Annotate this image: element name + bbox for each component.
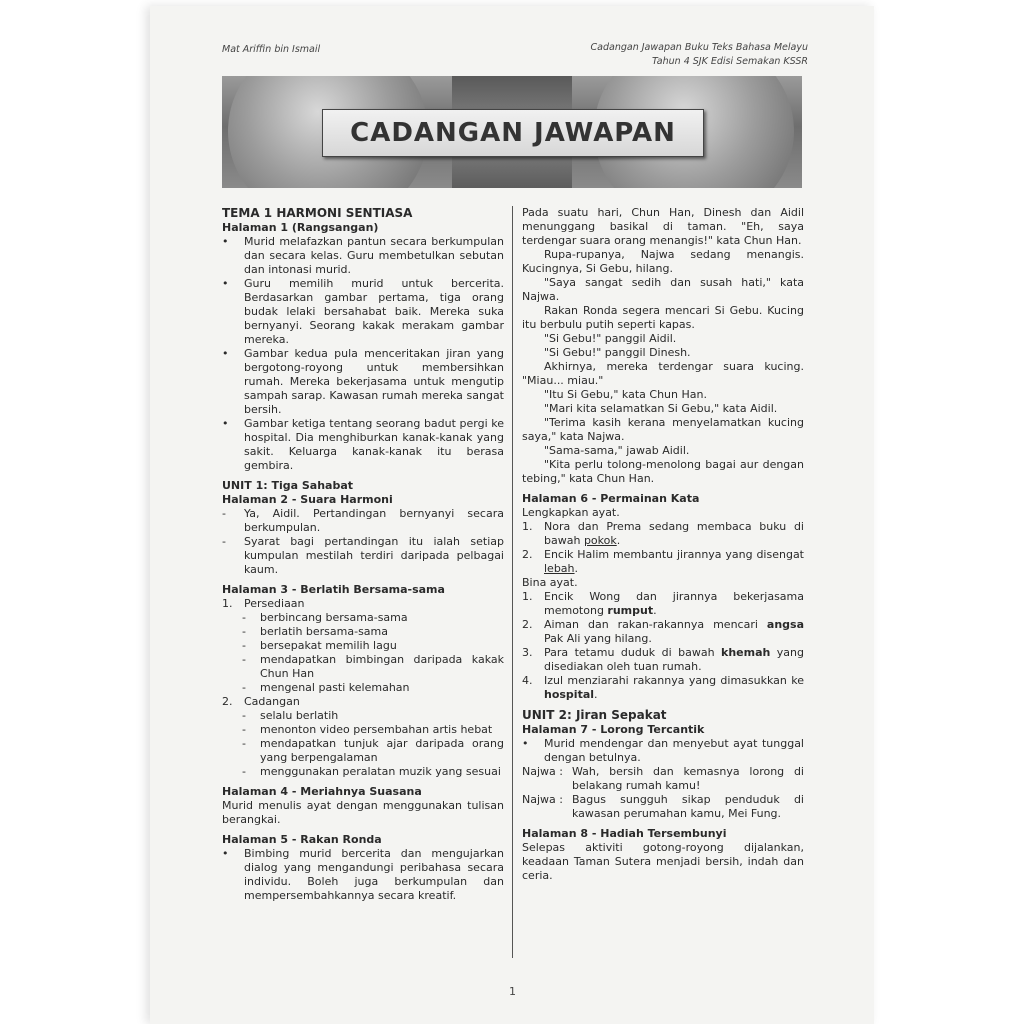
story-paragraph: Akhirnya, mereka terdengar suara kucing. "Miau... miau." [522,360,804,387]
list-item: • Gambar ketiga tentang seorang badut pergi ke hospital. Dia menghiburkan kanak-kanak yang sakit. Keluarga kanak-kanak itu berasa gembira. [222,417,504,472]
answer-word: khemah [721,646,771,659]
story-paragraph: "Si Gebu!" panggil Dinesh. [544,346,691,359]
story-paragraph: "Si Gebu!" panggil Aidil. [544,332,677,345]
bullet-icon: • [222,235,229,248]
dash-icon: - [222,507,226,520]
page-number: 1 [509,985,516,998]
story-paragraph: "Itu Si Gebu," kata Chun Han. [544,388,707,401]
list-item: - selalu berlatih [242,709,339,722]
list-item: • Murid melafazkan pantun secara berkumpulan dan secara kelas. Guru membetulkan sebutan dan intonasi murid. [222,235,504,276]
list-item: • Bimbing murid bercerita dan mengujarkan dialog yang mengandungi peribahasa secara individu. Boleh juga berkumpulan dan mempersembahkannya secara kreatif. [222,847,504,902]
list-item: - berlatih bersama-sama [242,625,389,638]
list-item: 1. Persediaan [222,597,305,610]
list-item: 4. Izul menziarahi rakannya yang dimasukkan ke hospital. [522,674,804,701]
list-item: 3. Para tetamu duduk di bawah khemah yang disediakan oleh tuan rumah. [522,646,805,673]
list-item: 1. Encik Wong dan jirannya bekerjasama memotong rumput. [522,590,804,617]
answer-word: hospital [544,688,595,701]
tema-heading: TEMA 1 HARMONI SENTIASA [222,206,413,220]
bullet-icon: • [222,847,229,860]
header-book-line1: Cadangan Jawapan Buku Teks Bahasa Melayu [590,42,808,53]
list-item: - menggunakan peralatan muzik yang sesuai [242,765,501,778]
dialogue-line: Najwa : Wah, bersih dan kemasnya lorong di belakang rumah kamu! [522,765,804,792]
section-heading-h7: Halaman 7 - Lorong Tercantik [522,723,705,736]
story-paragraph: Pada suatu hari, Chun Han, Dinesh dan Aidil menunggang basikal di taman. "Eh, saya terdengar suara orang menangis!" kata Chun Han. [522,206,804,247]
list-item: - bersepakat memilih lagu [242,639,397,652]
bullet-icon: • [222,417,229,430]
dash-icon: - [222,535,226,548]
paragraph: Selepas aktiviti gotong-royong dijalankan, keadaan Taman Sutera menjadi bersih, indah dan ceria. [522,841,804,882]
right-column [522,206,804,883]
story-paragraph: "Sama-sama," jawab Aidil. [544,444,690,457]
list-item: • Guru memilih murid untuk bercerita. Berdasarkan gambar pertama, tiga orang budak lelaki bersahabat baik. Mereka suka bernyanyi. Seorang kakak merakam gambar mereka. [222,277,504,346]
unit-heading: UNIT 1: Tiga Sahabat [222,479,354,492]
banner-title: CADANGAN JAWAPAN [350,118,676,148]
section-heading-h3: Halaman 3 - Berlatih Bersama-sama [222,583,445,596]
list-item: - mendapatkan bimbingan daripada kakak Chun Han [242,653,504,680]
section-heading-h5: Halaman 5 - Rakan Ronda [222,833,382,846]
header-book-info [591,41,808,69]
list-item: 2. Encik Halim membantu jirannya yang disengat lebah. [522,548,804,575]
list-item: - berbincang bersama-sama [242,611,408,624]
story-paragraph: Rakan Ronda segera mencari Si Gebu. Kucing itu berbulu putih seperti kapas. [522,304,804,331]
unit-heading: UNIT 2: Jiran Sepakat [522,708,667,722]
section-heading-h2: Halaman 2 - Suara Harmoni [222,493,393,506]
sublist [222,709,504,779]
list-item: - Syarat bagi pertandingan itu ialah setiap kumpulan mestilah terdiri daripada pelbagai kaum. [222,535,504,576]
left-column [222,206,504,903]
instruction: Bina ayat. [522,576,578,589]
header-author: Mat Ariffin bin Ismail [222,44,321,55]
story-paragraph: Rupa-rupanya, Najwa sedang menangis. Kucingnya, Si Gebu, hilang. [522,248,804,275]
paragraph: Murid menulis ayat dengan menggunakan tulisan berangkai. [222,799,504,826]
instruction: Lengkapkan ayat. [522,506,620,519]
title-plate [322,109,704,157]
list-item: • Murid mendengar dan menyebut ayat tunggal dengan betulnya. [522,737,804,764]
sublist [222,611,504,695]
list-item: - mengenal pasti kelemahan [242,681,410,694]
bullet-icon: • [222,277,229,290]
list-item: 2. Cadangan [222,695,300,708]
answer-word: pokok [583,534,617,547]
column-divider [512,206,513,958]
bullet-icon: • [222,347,229,360]
section-heading-h4: Halaman 4 - Meriahnya Suasana [222,785,422,798]
list-item: 2. Aiman dan rakan-rakannya mencari angsa Pak Ali yang hilang. [522,618,804,645]
dialogue-line: Najwa : Bagus sungguh sikap penduduk di kawasan perumahan kamu, Mei Fung. [522,793,804,820]
bullet-icon: • [522,737,529,750]
section-heading-h6: Halaman 6 - Permainan Kata [522,492,700,505]
list-item: - menonton video persembahan artis hebat [242,723,493,736]
section-heading-h1: Halaman 1 (Rangsangan) [222,221,379,234]
header-book-line2: Tahun 4 SJK Edisi Semakan KSSR [651,56,808,67]
answer-word: angsa [766,618,804,631]
list-item: - Ya, Aidil. Pertandingan bernyanyi secara berkumpulan. [222,507,504,534]
answer-word: lebah [544,562,575,575]
list-item: - mendapatkan tunjuk ajar daripada orang yang berpengalaman [242,737,504,764]
list-item: • Gambar kedua pula menceritakan jiran yang bergotong-royong untuk membersihkan rumah. Mereka bekerjasama untuk mengutip sampah sarap. Kawasan rumah mereka sangat bersih. [222,347,504,416]
story-paragraph: "Saya sangat sedih dan susah hati," kata Najwa. [522,276,804,303]
story-paragraph: "Terima kasih kerana menyelamatkan kucing saya," kata Najwa. [522,416,804,443]
list-item: 1. Nora dan Prema sedang membaca buku di bawah pokok. [522,520,804,547]
answer-word: rumput [607,604,654,617]
title-banner [222,76,802,188]
section-heading-h8: Halaman 8 - Hadiah Tersembunyi [522,827,727,840]
story-paragraph: "Mari kita selamatkan Si Gebu," kata Aidil. [544,402,778,415]
story-paragraph: "Kita perlu tolong-menolong bagai aur dengan tebing," kata Chun Han. [522,458,804,485]
